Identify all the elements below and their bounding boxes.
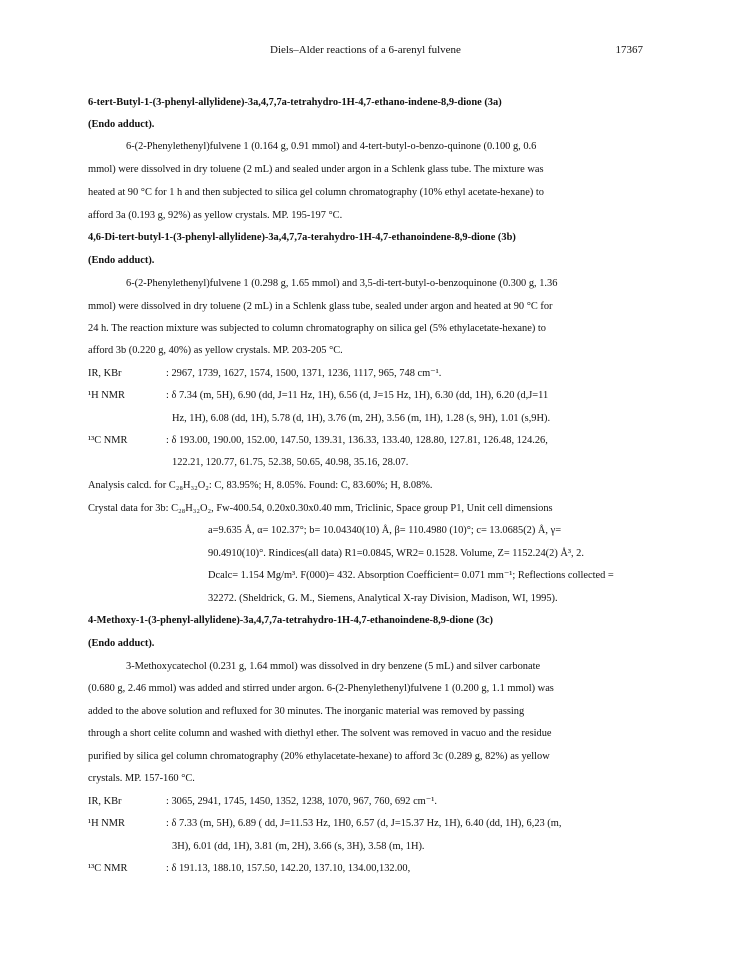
page-number: 17367: [615, 44, 643, 56]
paragraph-line: 24 h. The reaction mixture was subjected to column chromatography on silica gel (5% ethylacetate-hexane) to: [88, 323, 546, 334]
c-nmr-label: ¹³C NMR: [88, 435, 128, 446]
running-title: Diels–Alder reactions of a 6-arenyl fulvene: [270, 44, 461, 56]
paragraph-line: mmol) were dissolved in dry toluene (2 mL) in a Schlenk glass tube, sealed under argon and heated at 90 °C for: [88, 301, 553, 312]
paragraph-line: through a short celite column and washed with diethyl ether. The solvent was removed in vacuo and the residue: [88, 728, 552, 739]
h-nmr-value: : δ 7.34 (m, 5H), 6.90 (dd, J=11 Hz, 1H), 6.56 (d, J=15 Hz, 1H), 6.30 (dd, 1H), 6.20 (d,J=11: [166, 390, 549, 401]
crystal-data-line: 90.4910(10)°. Rindices(all data) R1=0.0845, WR2= 0.1528. Volume, Z= 1152.24(2) Å³, 2.: [208, 548, 584, 559]
paragraph-line: heated at 90 °C for 1 h and then subjected to silica gel column chromatography (10% ethyl acetate-hexane) to: [88, 187, 544, 198]
h-nmr-label: ¹H NMR: [88, 390, 125, 401]
crystal-data-line: 32272. (Sheldrick, G. M., Siemens, Analytical X-ray Division, Madison, WI, 1995).: [208, 593, 558, 604]
crystal-data-line: a=9.635 Å, α= 102.37°; b= 10.04340(10) Å, β= 110.4980 (10)°; c= 13.0685(2) Å, γ=: [208, 525, 562, 536]
crystal-data-line: Dcalc= 1.154 Mg/m³. F(000)= 432. Absorption Coefficient= 0.071 mm⁻¹; Reflections collected =: [208, 570, 614, 581]
heading-3b-sub: (Endo adduct).: [88, 255, 155, 266]
heading-3a-sub: (Endo adduct).: [88, 119, 155, 130]
elemental-analysis: Analysis calcd. for C₂₈H₃₂O₂: C, 83.95%; H, 8.05%. Found: C, 83.60%; H, 8.08%.: [88, 480, 433, 491]
paragraph-line: added to the above solution and refluxed for 30 minutes. The inorganic material was removed by passing: [88, 706, 525, 717]
c-nmr-value-cont: 122.21, 120.77, 61.75, 52.38, 50.65, 40.98, 35.16, 28.07.: [172, 457, 409, 468]
ir-label: IR, KBr: [88, 368, 122, 379]
h-nmr-value: : δ 7.33 (m, 5H), 6.89 ( dd, J=11.53 Hz, 1H0, 6.57 (d, J=15.37 Hz, 1H), 6.40 (dd, 1H), 6,23 (m,: [166, 818, 562, 829]
paragraph-line: purified by silica gel column chromatography (20% ethylacetate-hexane) to afford 3c (0.289 g, 82%) as yellow: [88, 751, 550, 762]
heading-3b: 4,6-Di-tert-butyl-1-(3-phenyl-allylidene)-3a,4,7,7a-terahydro-1H-4,7-ethanoindene-8,9-dione (3b): [88, 232, 516, 243]
c-nmr-value: : δ 191.13, 188.10, 157.50, 142.20, 137.10, 134.00,132.00,: [166, 863, 411, 874]
paragraph-line: mmol) were dissolved in dry toluene (2 mL) and sealed under argon in a Schlenk glass tube. The mixture was: [88, 164, 544, 175]
paragraph-line: 6-(2-Phenylethenyl)fulvene 1 (0.164 g, 0.91 mmol) and 4-tert-butyl-o-benzo-quinone (0.100 g, 0.6: [126, 141, 537, 152]
paragraph-line: 3-Methoxycatechol (0.231 g, 1.64 mmol) was dissolved in dry benzene (5 mL) and silver carbonate: [126, 661, 541, 672]
heading-3c: 4-Methoxy-1-(3-phenyl-allylidene)-3a,4,7,7a-tetrahydro-1H-4,7-ethanoindene-8,9-dione (3c): [88, 615, 493, 626]
paragraph-line: (0.680 g, 2.46 mmol) was added and stirred under argon. 6-(2-Phenylethenyl)fulvene 1 (0.200 g, 1.1 mmol) was: [88, 683, 554, 694]
c-nmr-value: : δ 193.00, 190.00, 152.00, 147.50, 139.31, 136.33, 133.40, 128.80, 127.81, 126.48, 124.26,: [166, 435, 548, 446]
paragraph-line: afford 3a (0.193 g, 92%) as yellow crystals. MP. 195-197 °C.: [88, 210, 343, 221]
c-nmr-label: ¹³C NMR: [88, 863, 128, 874]
heading-3c-sub: (Endo adduct).: [88, 638, 155, 649]
h-nmr-value-cont: 3H), 6.01 (dd, 1H), 3.81 (m, 2H), 3.66 (s, 3H), 3.58 (m, 1H).: [172, 841, 425, 852]
ir-label: IR, KBr: [88, 796, 122, 807]
heading-3a: 6-tert-Butyl-1-(3-phenyl-allylidene)-3a,4,7,7a-tetrahydro-1H-4,7-ethano-indene-8,9-dione (3a): [88, 97, 502, 108]
ir-value: : 2967, 1739, 1627, 1574, 1500, 1371, 1236, 1117, 965, 748 cm⁻¹.: [166, 368, 442, 379]
paragraph-line: crystals. MP. 157-160 °C.: [88, 773, 195, 784]
running-header: [88, 44, 643, 58]
paragraph-line: 6-(2-Phenylethenyl)fulvene 1 (0.298 g, 1.65 mmol) and 3,5-di-tert-butyl-o-benzoquinone (0.300 g, 1.36: [126, 278, 558, 289]
ir-value: : 3065, 2941, 1745, 1450, 1352, 1238, 1070, 967, 760, 692 cm⁻¹.: [166, 796, 437, 807]
h-nmr-label: ¹H NMR: [88, 818, 125, 829]
h-nmr-value-cont: Hz, 1H), 6.08 (dd, 1H), 5.78 (d, 1H), 3.76 (m, 2H), 3.56 (m, 1H), 1.28 (s, 9H), 1.01 (s,9H).: [172, 413, 551, 424]
crystal-data: Crystal data for 3b: C₂₈H₃₂O₂, Fw-400.54, 0.20x0.30x0.40 mm, Triclinic, Space group P1, Unit cell dimensions: [88, 503, 553, 514]
paragraph-line: afford 3b (0.220 g, 40%) as yellow crystals. MP. 203-205 °C.: [88, 345, 343, 356]
